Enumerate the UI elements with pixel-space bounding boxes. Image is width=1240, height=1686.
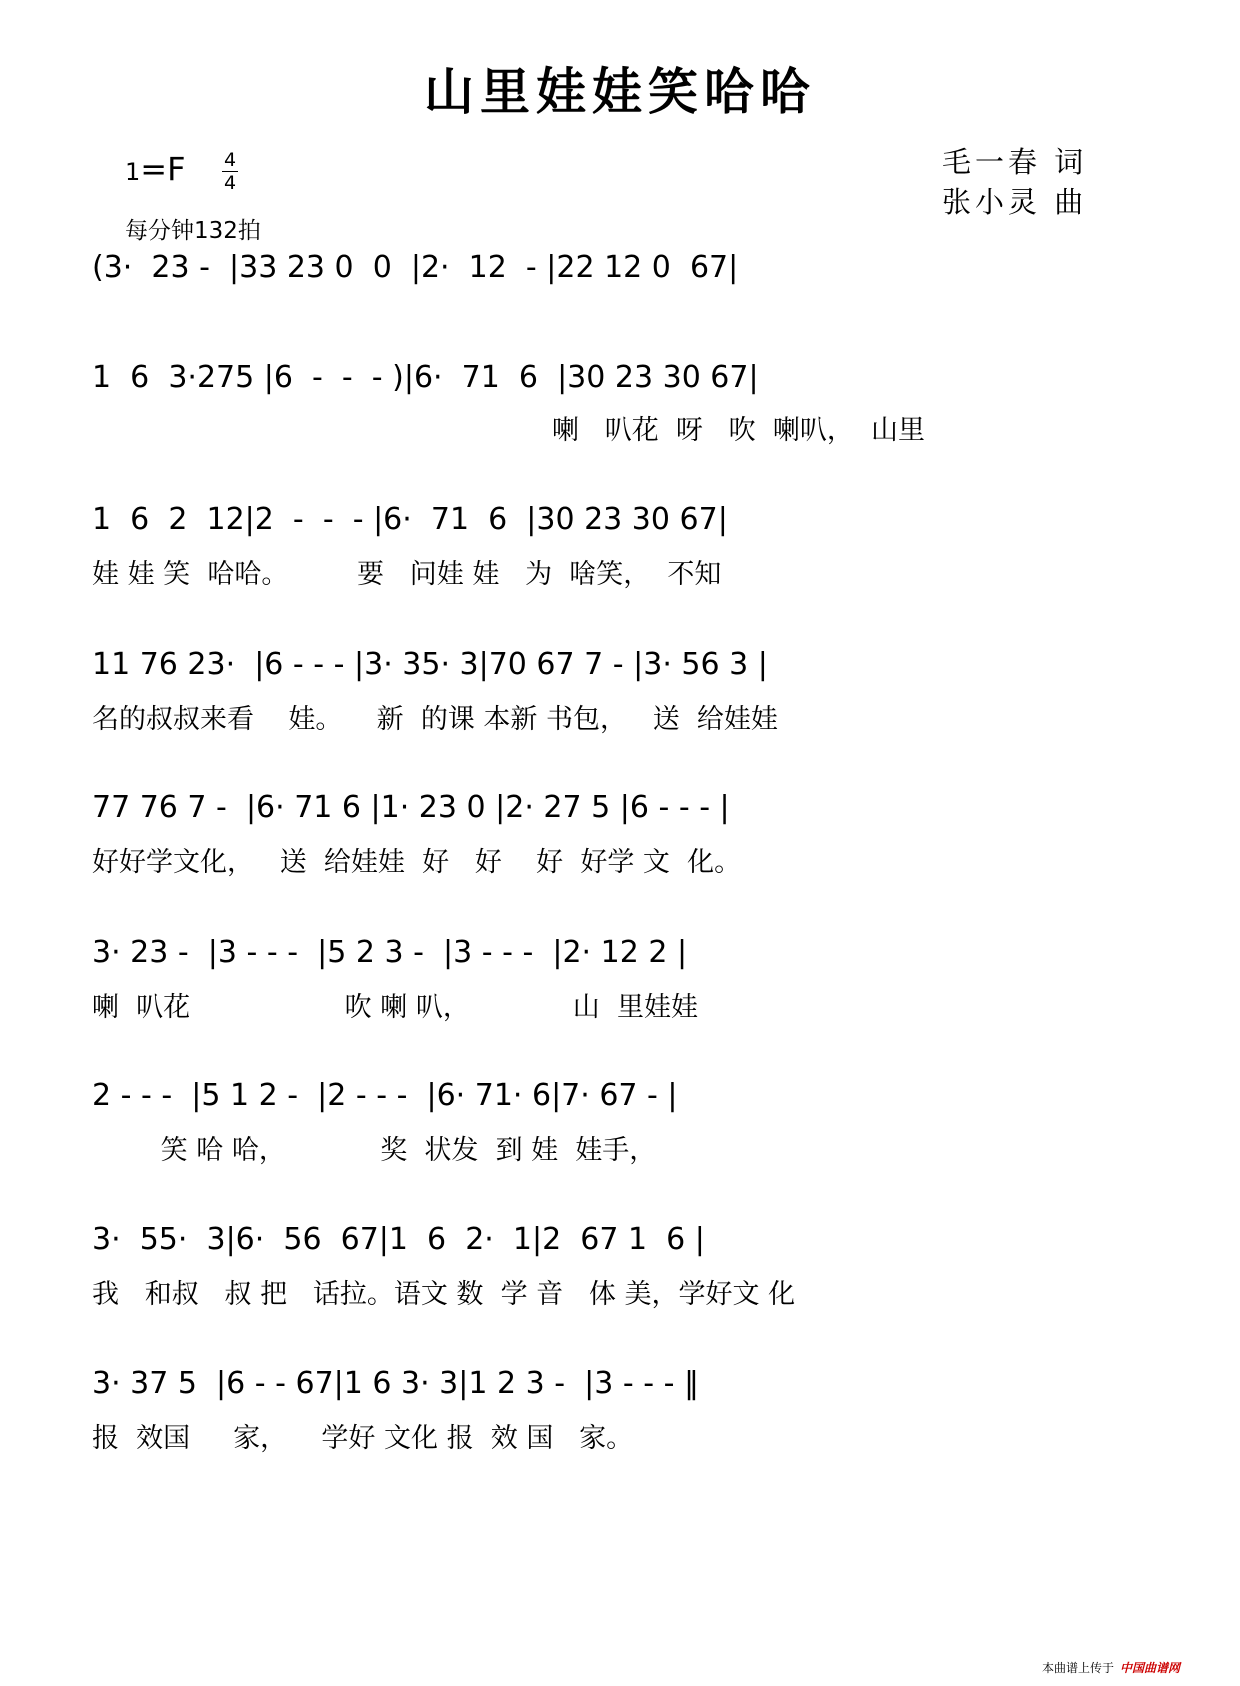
song-title: 山里娃娃笑哈哈 [424, 62, 816, 121]
key-signature: 1=F [125, 150, 186, 188]
score-row-2 [92, 360, 1152, 446]
notation-line: 3· 23 - |3 - - - |5 2 3 - |3 - - - |2· 12 2 | [92, 935, 688, 970]
time-signature: 4 4 [223, 149, 237, 194]
score-row-1 [92, 250, 1152, 285]
notation-line: 77 76 7 - |6· 71 6 |1· 23 0 |2· 27 5 |6 - - - | [92, 790, 730, 825]
notation-line: 3· 55· 3|6· 56 67|1 6 2· 1|2 67 1 6 | [92, 1222, 705, 1257]
site-logo: 中国曲谱网 [1119, 1661, 1180, 1675]
score-row-8 [92, 1222, 1152, 1310]
score-row-3 [92, 502, 1152, 590]
score-row-4 [92, 647, 1152, 735]
lyricist-credit: 毛一春 词 [942, 145, 1088, 179]
notation-line: (3· 23 - |33 23 0 0 |2· 12 - |22 12 0 67| [92, 250, 739, 285]
lyric-line: 喇 叭花 呀 吹 喇叭， 山里 [552, 415, 925, 446]
notation-line: 1 6 2 12|2 - - - |6· 71 6 |30 23 30 67| [92, 502, 728, 537]
notation-line: 1 6 3·275 |6 - - - )|6· 71 6 |30 23 30 67| [92, 360, 759, 395]
lyric-line: 好好学文化， 送 给娃娃 好 好 好 好学 文 化。 [92, 847, 742, 878]
tempo-marking: 每分钟132拍 [125, 218, 261, 244]
lyric-line: 娃 娃 笑 哈哈。 要 问娃 娃 为 啥笑， 不知 [92, 559, 722, 590]
notation-line: 11 76 23· |6 - - - |3· 35· 3|70 67 7 - |3· 56 3 | [92, 647, 768, 682]
lyric-line: 我 和叔 叔 把 话拉。语文 数 学 音 体 美，学好文 化 [92, 1279, 796, 1310]
lyric-line: 喇 叭花 吹 喇 叭， 山 里娃娃 [92, 992, 698, 1023]
lyric-line: 报 效国 家， 学好 文化 报 效 国 家。 [92, 1423, 634, 1454]
lyric-line: 笑 哈 哈， 奖 状发 到 娃 娃手， [92, 1135, 657, 1166]
score-row-7 [92, 1078, 1152, 1166]
upload-footer: 本曲谱上传于 中国曲谱网 [1041, 1661, 1180, 1675]
composer-credit: 张小灵 曲 [942, 185, 1088, 219]
score-row-6 [92, 935, 1152, 1023]
notation-line: 3· 37 5 |6 - - 67|1 6 3· 3|1 2 3 - |3 - - - ‖ [92, 1366, 699, 1401]
score-row-5 [92, 790, 1152, 878]
notation-line: 2 - - - |5 1 2 - |2 - - - |6· 71· 6|7· 67 - | [92, 1078, 678, 1113]
lyric-line: 名的叔叔来看 娃。 新 的课 本新 书包， 送 给娃娃 [92, 704, 778, 735]
score-row-9 [92, 1366, 1152, 1454]
